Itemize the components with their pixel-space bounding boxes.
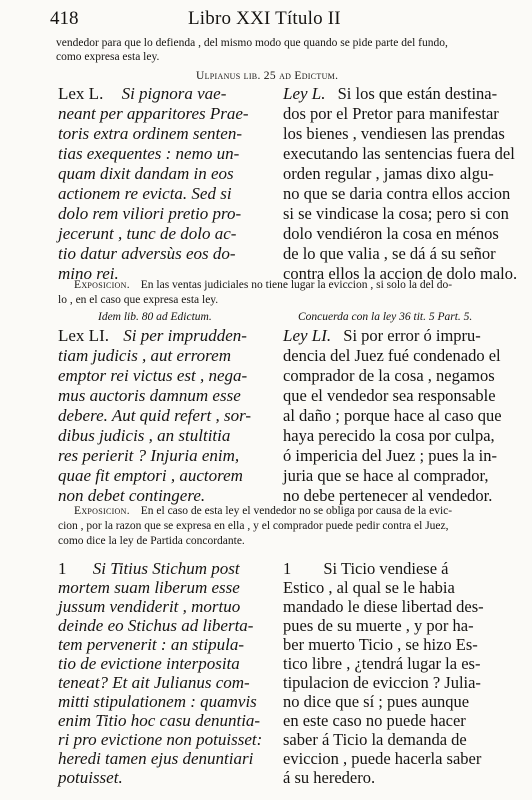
latin-line: Lex L. Si pignora vae- bbox=[58, 84, 227, 103]
latin-column-lex-l bbox=[58, 84, 273, 282]
spanish-line: si se vindicase la cosa; pero si con bbox=[283, 204, 509, 223]
latin-line: jecerunt , tunc de dolo ac- bbox=[58, 224, 237, 243]
latin-line: mitti stipulationem : quamvis bbox=[58, 692, 257, 711]
spanish-line: en este caso no puede hacer bbox=[283, 711, 466, 730]
latin-label: Lex LI. bbox=[58, 326, 109, 345]
exposition-line: Exposicion. En el caso de esta ley el vendedor no se obliga por causa de la evic- bbox=[74, 505, 453, 517]
exposition-line: lo , en el caso que expresa esta ley. bbox=[58, 294, 219, 306]
spanish-column-ley-li bbox=[283, 326, 502, 505]
latin-line: mus auctoris damnum esse bbox=[58, 386, 241, 405]
latin-line: quam dixit dandam in eos bbox=[58, 164, 234, 183]
spanish-line: executando las sentencias fuera del bbox=[283, 144, 515, 163]
spanish-line: Ley LI. Si por error ó impru- bbox=[283, 326, 481, 345]
spanish-line: tipulacion de eviccion ? Julia- bbox=[283, 673, 481, 692]
latin-line: heredi tamen ejus denuntiari bbox=[58, 749, 254, 768]
spanish-line: no que se daria contra ellos accion bbox=[283, 184, 511, 203]
latin-line: tio de evictione interposita bbox=[58, 654, 240, 673]
spanish-column-ley-l bbox=[283, 84, 518, 283]
running-title: Libro XXI Título II bbox=[188, 8, 341, 29]
spanish-line: contra ellos la accion de dolo malo. bbox=[283, 264, 518, 283]
source-citation: Idem lib. 80 ad Edictum. bbox=[98, 311, 212, 323]
spanish-label: Ley L. bbox=[283, 84, 326, 103]
latin-line: tem pervenerit : an stipula- bbox=[58, 635, 245, 654]
latin-line: deinde eo Stichus ad liberta- bbox=[58, 616, 254, 635]
spanish-label: Ley LI. bbox=[283, 326, 332, 345]
paragraph-number: 1 bbox=[58, 559, 67, 578]
latin-line: tio datur adversùs eos do- bbox=[58, 244, 236, 263]
page-number: 418 bbox=[50, 8, 79, 29]
intro-line: vendedor para que lo defienda , del mismo modo que quando se pide parte del fundo, bbox=[56, 37, 448, 49]
spanish-line: eviccion , puede hacerla saber bbox=[283, 749, 482, 768]
spanish-line: de lo que valia , se dá á su señor bbox=[283, 244, 496, 263]
spanish-line: los bienes , vendiesen las prendas bbox=[283, 124, 505, 143]
spanish-line: tico libre , ¿tendrá lugar la es- bbox=[283, 654, 481, 673]
latin-line: res perierit ? Injuria enim, bbox=[58, 446, 240, 465]
spanish-line: juria que se hace al comprador, bbox=[283, 466, 489, 485]
latin-line: 1 Si Titius Stichum post bbox=[58, 559, 240, 578]
spanish-line: saber á Ticio la demanda de bbox=[283, 730, 467, 749]
spanish-line: dencia del Juez fué condenado el bbox=[283, 346, 501, 365]
spanish-line: no dice que sí ; pues aunque bbox=[283, 692, 470, 711]
exposition-label: Exposicion. bbox=[74, 505, 130, 517]
spanish-line: haya perecido la cosa por culpa, bbox=[283, 426, 495, 445]
latin-line: toris extra ordinem senten- bbox=[58, 124, 242, 143]
spanish-line: comprador de la cosa , negamos bbox=[283, 366, 495, 385]
latin-line: emptor rei victus est , nega- bbox=[58, 366, 248, 385]
spanish-line: á su heredero. bbox=[283, 768, 376, 787]
latin-line: mortem suam liberum esse bbox=[58, 578, 240, 597]
spanish-line: dos por el Pretor para manifestar bbox=[283, 104, 499, 123]
spanish-line: ó impericia del Juez ; pues la in- bbox=[283, 446, 497, 465]
latin-line: jussum vendiderit , mortuo bbox=[58, 597, 241, 616]
latin-line: tiam judicis , aut errorem bbox=[58, 346, 231, 365]
paragraph-number: 1 bbox=[283, 559, 292, 578]
intro-line: como expresa esta ley. bbox=[56, 51, 160, 63]
exposition-line: Exposicion. En las ventas judiciales no tiene lugar la eviccion , si solo la del do- bbox=[74, 279, 453, 291]
latin-line: mino rei. bbox=[58, 264, 119, 283]
latin-line: enim Titio hoc casu denuntia- bbox=[58, 711, 261, 730]
latin-line: quae fit emptori , auctorem bbox=[58, 466, 243, 485]
spanish-line: Ley L. Si los que están destina- bbox=[283, 84, 498, 103]
latin-column-paragraph-1 bbox=[58, 559, 273, 791]
concordance-citation: Concuerda con la ley 36 tit. 5 Part. 5. bbox=[298, 311, 473, 323]
spanish-line: ber muerto Ticio , se hizo Es- bbox=[283, 635, 478, 654]
spanish-line: pues de su muerte , y por ha- bbox=[283, 616, 474, 635]
spanish-line: dolo vendiéron la cosa en ménos bbox=[283, 224, 499, 243]
spanish-line: que el vendedor sea responsable bbox=[283, 386, 496, 405]
exposition-line: como dice la ley de Partida concordante. bbox=[58, 535, 245, 547]
spanish-column-paragraph-1 bbox=[283, 559, 498, 791]
latin-line: actionem re evicta. Sed si bbox=[58, 184, 232, 203]
latin-line: debere. Aut quid refert , sor- bbox=[58, 406, 252, 425]
latin-line: dolo rem viliori pretio pro- bbox=[58, 204, 242, 223]
latin-line: dibus judicis , an stultitia bbox=[58, 426, 231, 445]
exposition-line: cion , por la razon que se expresa en ella , y el comprador puede pedir contra el Juez, bbox=[58, 520, 449, 532]
latin-line: teneat? Et ait Julianus com- bbox=[58, 673, 250, 692]
spanish-line: orden regular , jamas dixo algu- bbox=[283, 164, 494, 183]
spanish-line: Estico , al qual se le habia bbox=[283, 578, 455, 597]
spanish-line: al daño ; porque hace al caso que bbox=[283, 406, 502, 425]
spanish-line: no debe pertenecer al vendedor. bbox=[283, 486, 493, 505]
latin-line: neant per apparitores Prae- bbox=[58, 104, 249, 123]
latin-line: potuisset. bbox=[58, 768, 123, 787]
latin-line: non debet contingere. bbox=[58, 486, 206, 505]
latin-line: Lex LI. Si per imprudden- bbox=[58, 326, 247, 345]
latin-line: ri pro evictione non potuisset: bbox=[58, 730, 263, 749]
latin-line: tias exequentes : nemo un- bbox=[58, 144, 240, 163]
source-citation: Ulpianus lib. 25 ad Edictum. bbox=[196, 70, 339, 82]
spanish-line: mandado le diese libertad des- bbox=[283, 597, 484, 616]
latin-column-lex-li bbox=[58, 326, 273, 504]
spanish-line: 1 Si Ticio vendiese á bbox=[283, 559, 449, 578]
exposition-label: Exposicion. bbox=[74, 279, 130, 291]
latin-label: Lex L. bbox=[58, 84, 104, 103]
